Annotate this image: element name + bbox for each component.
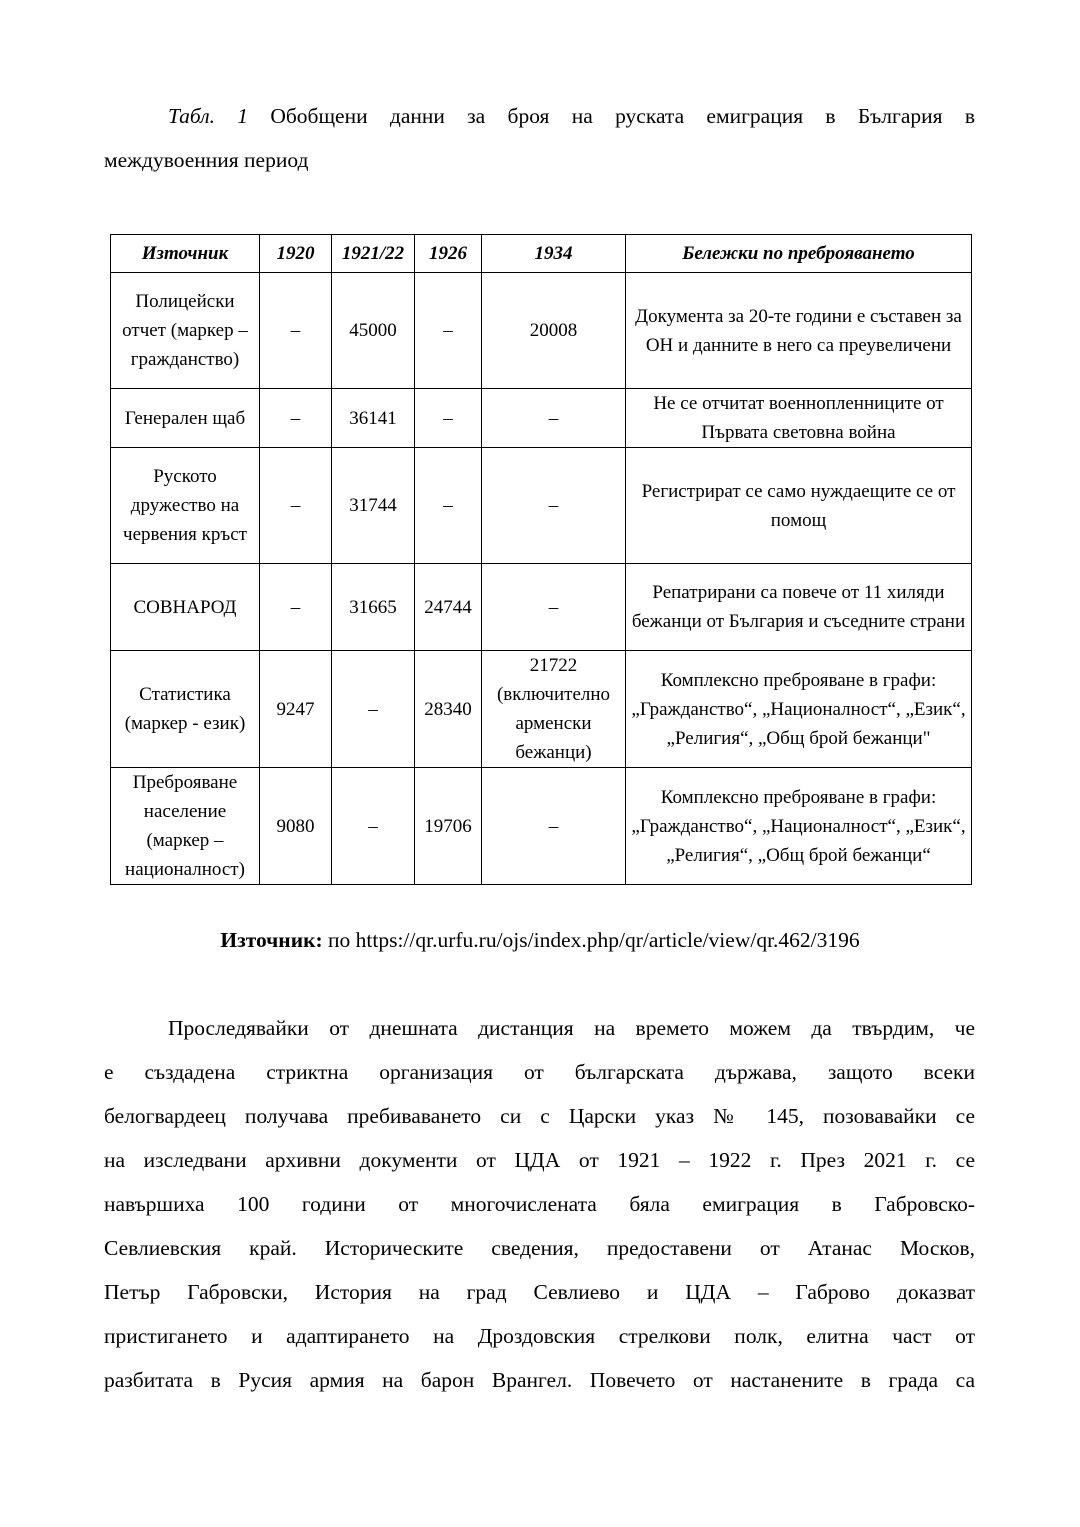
table-cell: Генерален щаб xyxy=(111,389,260,448)
table-cell: – xyxy=(415,389,482,448)
table-header-row xyxy=(111,235,972,273)
table-cell: 19706 xyxy=(415,768,482,885)
table-row xyxy=(111,651,972,768)
table-cell: – xyxy=(332,768,415,885)
table-cell: Документа за 20-те години е съставен за ОН и данните в него са преувеличени xyxy=(626,273,972,389)
table-cell: 31665 xyxy=(332,564,415,651)
table-cell: 9247 xyxy=(260,651,332,768)
caption-label: Табл. 1 xyxy=(168,104,249,128)
paragraph-line: Проследявайки от днешната дистанция на времето можем да твърдим, че xyxy=(168,1016,975,1040)
table-cell: Не се отчитат военнопленниците от Първата световна война xyxy=(626,389,972,448)
table-cell: – xyxy=(260,448,332,564)
paragraph-line: Севлиевския край. Историческите сведения, предоставени от Атанас Москов, xyxy=(104,1236,975,1260)
column-header: 1934 xyxy=(482,235,626,273)
table-row xyxy=(111,564,972,651)
source-text: по https://qr.urfu.ru/ojs/index.php/qr/article/view/qr.462/3196 xyxy=(322,928,860,952)
table-caption xyxy=(104,104,975,129)
table-cell: Статистика (маркер - език) xyxy=(111,651,260,768)
table-cell: СОВНАРОД xyxy=(111,564,260,651)
table-cell: – xyxy=(415,273,482,389)
table-caption-line2: междувоенния период xyxy=(104,148,309,172)
paragraph-line: разбитата в Русия армия на барон Врангел. Повечето от настанените в града са xyxy=(104,1368,975,1392)
table-cell: – xyxy=(260,564,332,651)
column-header: 1921/22 xyxy=(332,235,415,273)
table-cell: 31744 xyxy=(332,448,415,564)
paragraph-line: на изследвани архивни документи от ЦДА от 1921 – 1922 г. През 2021 г. се xyxy=(104,1148,975,1172)
table-cell: – xyxy=(415,448,482,564)
paragraph-line: белогвардеец получава пребиваването си с Царски указ № 145, позовавайки се xyxy=(104,1104,975,1128)
table-cell: 21722 (включително арменски бежанци) xyxy=(482,651,626,768)
table-cell: 45000 xyxy=(332,273,415,389)
column-header: 1926 xyxy=(415,235,482,273)
table-row xyxy=(111,273,972,389)
table-cell: 20008 xyxy=(482,273,626,389)
column-header: 1920 xyxy=(260,235,332,273)
table-cell: Полицейски отчет (маркер – гражданство) xyxy=(111,273,260,389)
table-cell: – xyxy=(260,273,332,389)
table-cell: 24744 xyxy=(415,564,482,651)
table-cell: – xyxy=(260,389,332,448)
paragraph-line: навършиха 100 години от многочислената бяла емиграция в Габровско- xyxy=(104,1192,975,1216)
table-row xyxy=(111,389,972,448)
table-cell: – xyxy=(332,651,415,768)
table-cell: 36141 xyxy=(332,389,415,448)
table-cell: – xyxy=(482,448,626,564)
table-cell: 9080 xyxy=(260,768,332,885)
table-cell: Преброяване население (маркер – националност) xyxy=(111,768,260,885)
table-row xyxy=(111,768,972,885)
paragraph-line: е създадена стриктна организация от българската държава, защото всеки xyxy=(104,1060,975,1084)
table-cell: Репатрирани са повече от 11 хиляди бежанци от България и съседните страни xyxy=(626,564,972,651)
column-header: Източник xyxy=(111,235,260,273)
table-cell: 28340 xyxy=(415,651,482,768)
emigration-table xyxy=(110,234,972,885)
table-row xyxy=(111,448,972,564)
column-header: Бележки по преброяването xyxy=(626,235,972,273)
table-cell: – xyxy=(482,768,626,885)
source-line xyxy=(0,928,1080,953)
source-label: Източник: xyxy=(220,928,323,952)
table-cell: Руското дружество на червения кръст xyxy=(111,448,260,564)
table-cell: – xyxy=(482,389,626,448)
paragraph-line: пристигането и адаптирането на Дроздовския стрелкови полк, елитна част от xyxy=(104,1324,975,1348)
table-cell: Комплексно преброяване в графи: „Гражданство“, „Националност“, „Език“, „Религия“, „Общ брой бежанци" xyxy=(626,651,972,768)
paragraph-line: Петър Габровски, История на град Севлиево и ЦДА – Габрово доказват xyxy=(104,1280,975,1304)
table-cell: – xyxy=(482,564,626,651)
table-cell: Комплексно преброяване в графи: „Гражданство“, „Националност“, „Език“, „Религия“, „Общ брой бежанци“ xyxy=(626,768,972,885)
caption-text: Обобщени данни за броя на руската емиграция в България в xyxy=(248,104,975,128)
table-cell: Регистрират се само нуждаещите се от помощ xyxy=(626,448,972,564)
